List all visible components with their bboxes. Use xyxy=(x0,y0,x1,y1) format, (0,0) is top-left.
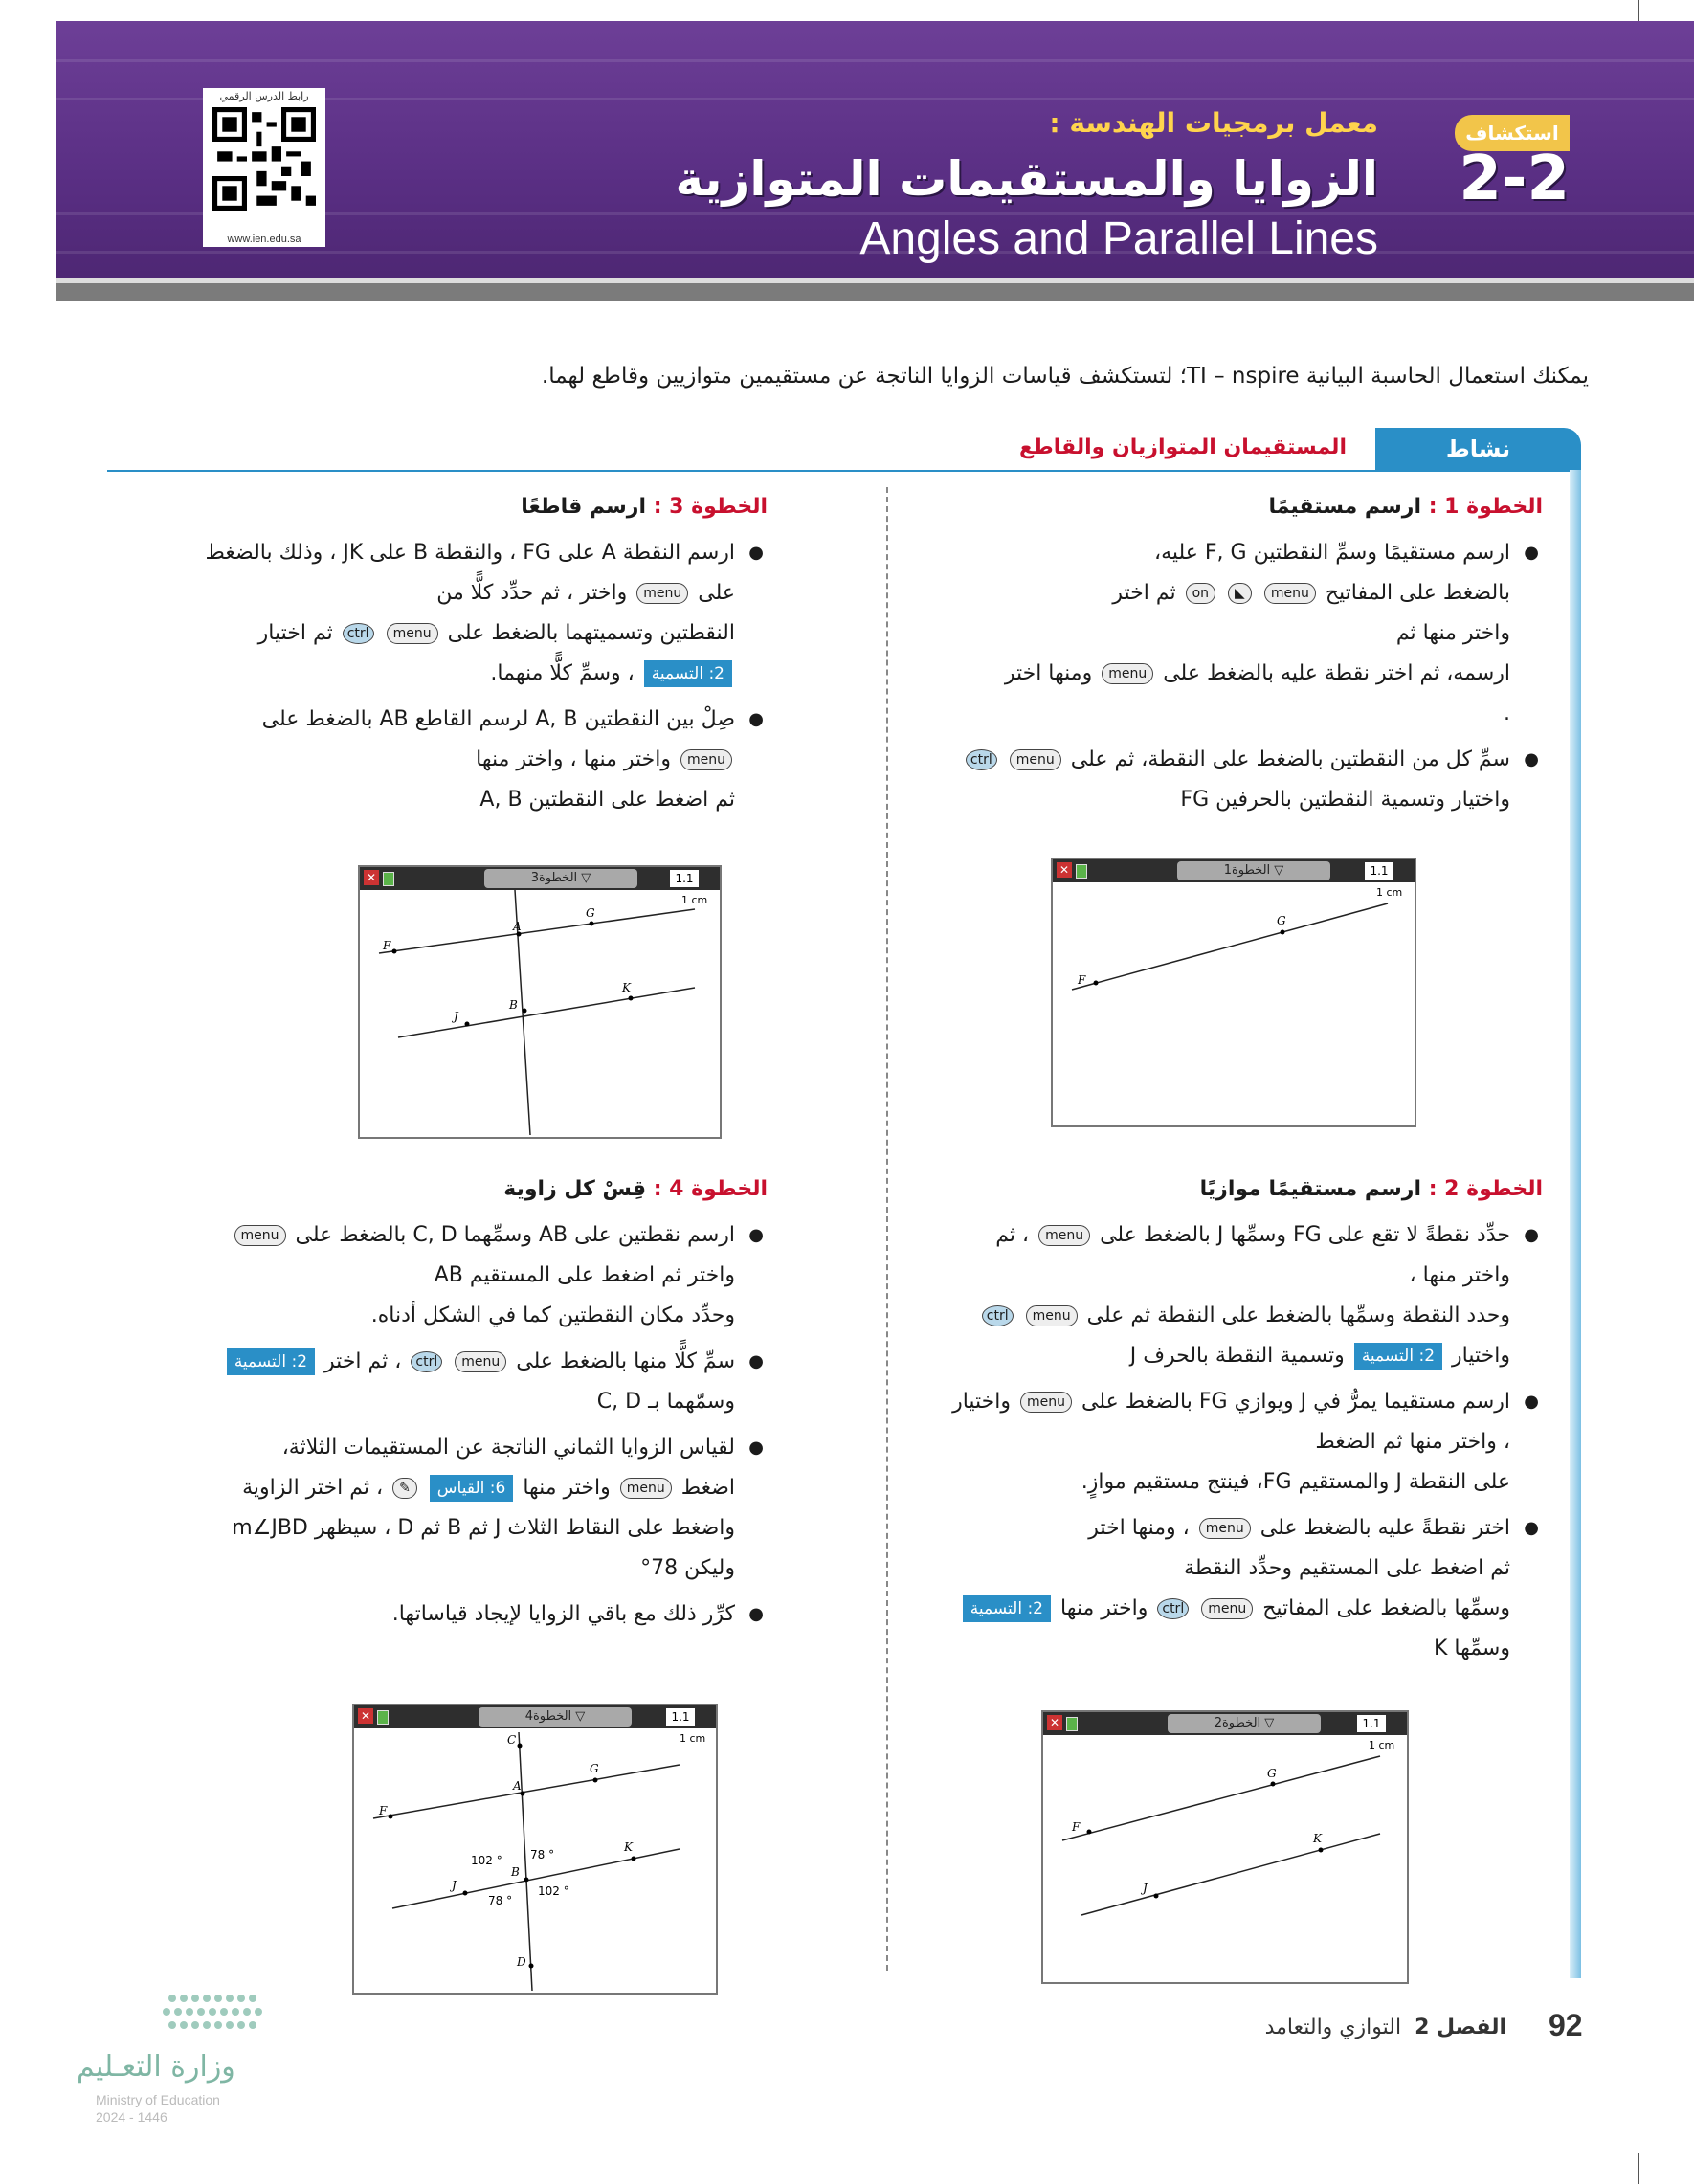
close-icon[interactable]: ✕ xyxy=(1057,862,1072,878)
qr-label: رابط الدرس الرقمي xyxy=(219,90,309,102)
intro-paragraph: يمكنك استعمال الحاسبة البيانية TI – nspire؛ لتستكشف قياسات الزوايا الناتجة عن مستقيمين متوازيين وقاطع لهما. xyxy=(541,364,1589,389)
menu-key-icon: menu xyxy=(234,1225,286,1246)
ctrl-key-icon: ctrl xyxy=(1157,1598,1189,1619)
crop-mark xyxy=(1638,2153,1639,2184)
point-j xyxy=(1154,1894,1159,1899)
close-icon[interactable]: ✕ xyxy=(1047,1715,1062,1730)
step-3-title: الخطوة 3 : ارسم قاطعًا xyxy=(521,495,768,519)
screen-step-3 xyxy=(358,865,722,1139)
label-g: G xyxy=(586,906,595,920)
step-2-bullet-2: ● ارسم مستقيما يمرُّ في J ويوازي FG بالضغط على menu واختيار ، واختر منها ثم الضغط على النقطة J والمستقيم FG، فينتج مستقيم موازٍ. xyxy=(911,1382,1543,1503)
edition-year: 2024 - 1446 xyxy=(96,2109,167,2125)
naming-tag: 2: التسمية xyxy=(963,1595,1051,1622)
menu-key-icon: menu xyxy=(1010,749,1061,770)
step-4-bullet-4: ● كرِّر ذلك مع باقي الزوايا لإيجاد قياساتها. xyxy=(136,1594,768,1635)
pencil-icon: ✎ xyxy=(392,1478,417,1499)
point-b xyxy=(523,1009,527,1014)
geometry-app-icon: ◣ xyxy=(1228,583,1252,604)
point-c xyxy=(518,1744,523,1749)
ctrl-key-icon: ctrl xyxy=(343,623,374,644)
chapter-footer: الفصل 2 التوازي والتعامد xyxy=(1264,2016,1506,2039)
activity-heading: المستقيمان المتوازيان والقاطع xyxy=(1019,435,1347,459)
battery-icon xyxy=(1066,1717,1078,1731)
label-k: K xyxy=(624,1840,633,1854)
screen-title: الخطوة3 ▽ xyxy=(484,869,637,888)
menu-key-icon: menu xyxy=(1201,1598,1253,1619)
label-g: G xyxy=(1277,914,1286,927)
menu-key-icon: menu xyxy=(680,749,732,770)
menu-key-icon: menu xyxy=(620,1478,672,1499)
menu-key-icon: menu xyxy=(1264,583,1316,604)
step-4-bullet-1: ● ارسم نقطتين على AB وسمِّهما C, D بالضغط على menu واختر ثم اضغط على المستقيم AB وحدِّد مكان النقطتين كما في الشكل أدناه. xyxy=(136,1215,768,1336)
battery-icon xyxy=(1076,864,1087,879)
screen-title: الخطوة2 ▽ xyxy=(1168,1714,1321,1733)
angle-label: 102 ° xyxy=(471,1854,502,1867)
menu-key-icon: menu xyxy=(1199,1518,1251,1539)
point-f xyxy=(1087,1830,1092,1835)
menu-key-icon: menu xyxy=(1026,1305,1078,1326)
label-b: B xyxy=(511,1865,520,1879)
page-title-english: Angles and Parallel Lines xyxy=(859,213,1378,264)
screen-step-4 xyxy=(352,1704,718,1995)
divider xyxy=(107,470,1581,472)
point-k xyxy=(1319,1848,1324,1853)
geometry-canvas xyxy=(354,1728,716,1991)
step-3 xyxy=(136,487,768,826)
label-k: K xyxy=(622,981,631,994)
line-jk xyxy=(398,988,695,1037)
point-f xyxy=(392,949,397,954)
screen-title: الخطوة4 ▽ xyxy=(479,1707,632,1727)
page-number: 92 xyxy=(1549,2008,1583,2042)
label-f: F xyxy=(1072,1820,1081,1834)
ministry-name-en: Ministry of Education xyxy=(96,2092,220,2107)
ministry-logo xyxy=(77,1991,297,2134)
point-f xyxy=(389,1815,393,1819)
page-indicator: 1.1 xyxy=(666,1708,695,1726)
naming-tag: 2: التسمية xyxy=(644,660,732,687)
step-3-bullet-2: ● صِلْ بين النقطتين A, B لرسم القاطع AB بالضغط على menu واختر منها ، واختر منها ثم اضغط على النقطتين A, B xyxy=(136,700,768,820)
label-f: F xyxy=(383,939,391,952)
screen-step-1 xyxy=(1051,858,1416,1127)
angle-label: 102 ° xyxy=(538,1884,569,1898)
label-g: G xyxy=(1267,1767,1277,1780)
step-4-bullet-2: ● سمِّ كلًّا منها بالضغط على menu ctrl ، ثم اختر 2: التسمية وسمّهما بـ C, D xyxy=(136,1342,768,1422)
column-divider xyxy=(886,487,888,1971)
page-indicator: 1.1 xyxy=(670,870,699,887)
label-j: J xyxy=(454,1010,458,1023)
label-a: A xyxy=(513,1779,522,1793)
point-d xyxy=(529,1964,534,1969)
page-indicator: 1.1 xyxy=(1357,1715,1386,1732)
qr-code-icon xyxy=(212,107,316,211)
home-on-key-icon: on xyxy=(1186,583,1215,604)
point-j xyxy=(465,1022,470,1027)
menu-key-icon: menu xyxy=(1038,1225,1090,1246)
step-2-bullet-1: ● حدِّد نقطةً لا تقع على FG وسمِّها J بالضغط على menu ، ثم واختر منها ، وحدد النقطة وسمِّها بالضغط على النقطة ثم على menu ctrl واختيار 2: التسمية وتسمية النقطة بالحرف J xyxy=(911,1215,1543,1376)
geometry-canvas xyxy=(1053,882,1415,1124)
close-icon[interactable]: ✕ xyxy=(364,870,379,885)
screen-titlebar xyxy=(1053,859,1415,882)
label-j: J xyxy=(1143,1882,1148,1895)
angle-label: 78 ° xyxy=(488,1894,513,1907)
qr-code[interactable] xyxy=(203,88,325,247)
label-f: F xyxy=(1078,973,1086,987)
ministry-dots-icon xyxy=(77,1991,297,2048)
naming-tag: 2: التسمية xyxy=(227,1348,315,1375)
label-a: A xyxy=(513,920,522,933)
activity-tab: نشاط xyxy=(1375,428,1581,470)
geometry-canvas xyxy=(1043,1735,1407,1980)
step-2 xyxy=(911,1170,1543,1675)
menu-key-icon: menu xyxy=(387,623,438,644)
point-b xyxy=(524,1878,529,1883)
menu-key-icon: menu xyxy=(455,1351,506,1372)
angle-label: 78 ° xyxy=(530,1848,555,1861)
label-g: G xyxy=(590,1762,599,1775)
label-c: C xyxy=(507,1733,517,1747)
activity-side-band xyxy=(1570,470,1581,1978)
qr-url[interactable]: www.ien.edu.sa xyxy=(227,234,301,245)
step-1-bullet-2: ● سمِّ كل من النقطتين بالضغط على النقطة، ثم على menu ctrl واختيار وتسمية النقطتين بالحرفين FG xyxy=(911,740,1543,820)
label-j: J xyxy=(452,1879,457,1892)
page-title: الزوايا والمستقيمات المتوازية xyxy=(675,151,1378,207)
point-g xyxy=(590,922,594,926)
ctrl-key-icon: ctrl xyxy=(982,1305,1014,1326)
crop-mark xyxy=(1638,0,1639,21)
screen-titlebar xyxy=(360,867,720,890)
step-1-title: الخطوة 1 : ارسم مستقيمًا xyxy=(1268,495,1543,519)
menu-key-icon: menu xyxy=(1102,663,1153,684)
lab-title: معمل برمجيات الهندسة : xyxy=(1049,107,1378,139)
screen-title: الخطوة1 ▽ xyxy=(1177,861,1330,880)
step-1 xyxy=(911,487,1543,826)
naming-tag: 2: التسمية xyxy=(1354,1343,1442,1370)
scale-label: 1 cm xyxy=(681,894,708,906)
line-fg xyxy=(1062,1756,1380,1840)
screen-titlebar xyxy=(1043,1712,1407,1735)
point-g xyxy=(1281,930,1285,935)
line-fg xyxy=(373,1765,680,1818)
ctrl-key-icon: ctrl xyxy=(411,1351,442,1372)
ministry-name-ar: وزارة التعـليم xyxy=(77,2050,235,2084)
measure-tag: 6: القياس xyxy=(430,1475,514,1502)
line-jk xyxy=(1081,1834,1380,1915)
battery-icon xyxy=(377,1710,389,1725)
scale-label: 1 cm xyxy=(1369,1739,1395,1751)
menu-key-icon: menu xyxy=(1020,1392,1072,1413)
explore-badge: استكشاف xyxy=(1455,115,1570,151)
screen-titlebar xyxy=(354,1705,716,1728)
step-4-bullet-3: ● لقياس الزوايا الثماني الناتجة عن المستقيمات الثلاثة، اضغط menu واختر منها 6: القياس ✎ ، ثم اختر الزاوية واضغط على النقاط الثلاث J ثم B ثم D ، سيظهر m∠JBD وليكن 78° xyxy=(136,1428,768,1589)
point-j xyxy=(463,1891,468,1896)
point-k xyxy=(629,996,634,1001)
label-b: B xyxy=(509,998,518,1012)
point-g xyxy=(593,1778,598,1783)
point-k xyxy=(632,1857,636,1861)
ctrl-key-icon: ctrl xyxy=(966,749,997,770)
page-indicator: 1.1 xyxy=(1365,862,1393,880)
geometry-canvas xyxy=(360,890,720,1135)
screen-step-2 xyxy=(1041,1710,1409,1984)
point-f xyxy=(1094,981,1099,986)
step-3-bullet-1: ● ارسم النقطة A على FG ، والنقطة B على JK ، وذلك بالضغط على menu واختر ، ثم حدِّد كلًّا من النقطتين وتسميتهما بالضغط على menu ctrl ثم اختيار 2: التسمية ، وسمِّ كلًّا منهما. xyxy=(136,533,768,694)
label-k: K xyxy=(1313,1832,1322,1845)
scale-label: 1 cm xyxy=(680,1732,706,1745)
line-cd xyxy=(519,1732,532,1991)
label-d: D xyxy=(517,1955,526,1969)
close-icon[interactable]: ✕ xyxy=(358,1708,373,1724)
step-1-bullet-1: ● ارسم مستقيمًا وسمِّ النقطتين F, G عليه، بالضغط على المفاتيح menu ◣ on ثم اختر واختر منها ثم ارسمه، ثم اختر نقطة عليه بالضغط على menu ومنها اختر . xyxy=(911,533,1543,734)
step-4-title: الخطوة 4 : قِسْ كل زاوية xyxy=(503,1177,768,1201)
point-g xyxy=(1271,1782,1276,1787)
step-4 xyxy=(136,1170,768,1640)
menu-key-icon: menu xyxy=(636,583,688,604)
line-fg xyxy=(1072,903,1388,990)
lesson-number: 2-2 xyxy=(1459,144,1570,214)
step-2-bullet-3: ● اختر نقطةً عليه بالضغط على menu ، ومنها اختر ثم اضغط على المستقيم وحدِّد النقطة وسمِّها بالضغط على المفاتيح menu ctrl واختر منها 2: التسمية وسمِّها K xyxy=(911,1508,1543,1669)
step-2-title: الخطوة 2 : ارسم مستقيمًا موازيًا xyxy=(1199,1177,1543,1201)
scale-label: 1 cm xyxy=(1376,886,1403,899)
label-f: F xyxy=(379,1804,388,1817)
battery-icon xyxy=(383,872,394,886)
line-fg xyxy=(379,909,695,953)
